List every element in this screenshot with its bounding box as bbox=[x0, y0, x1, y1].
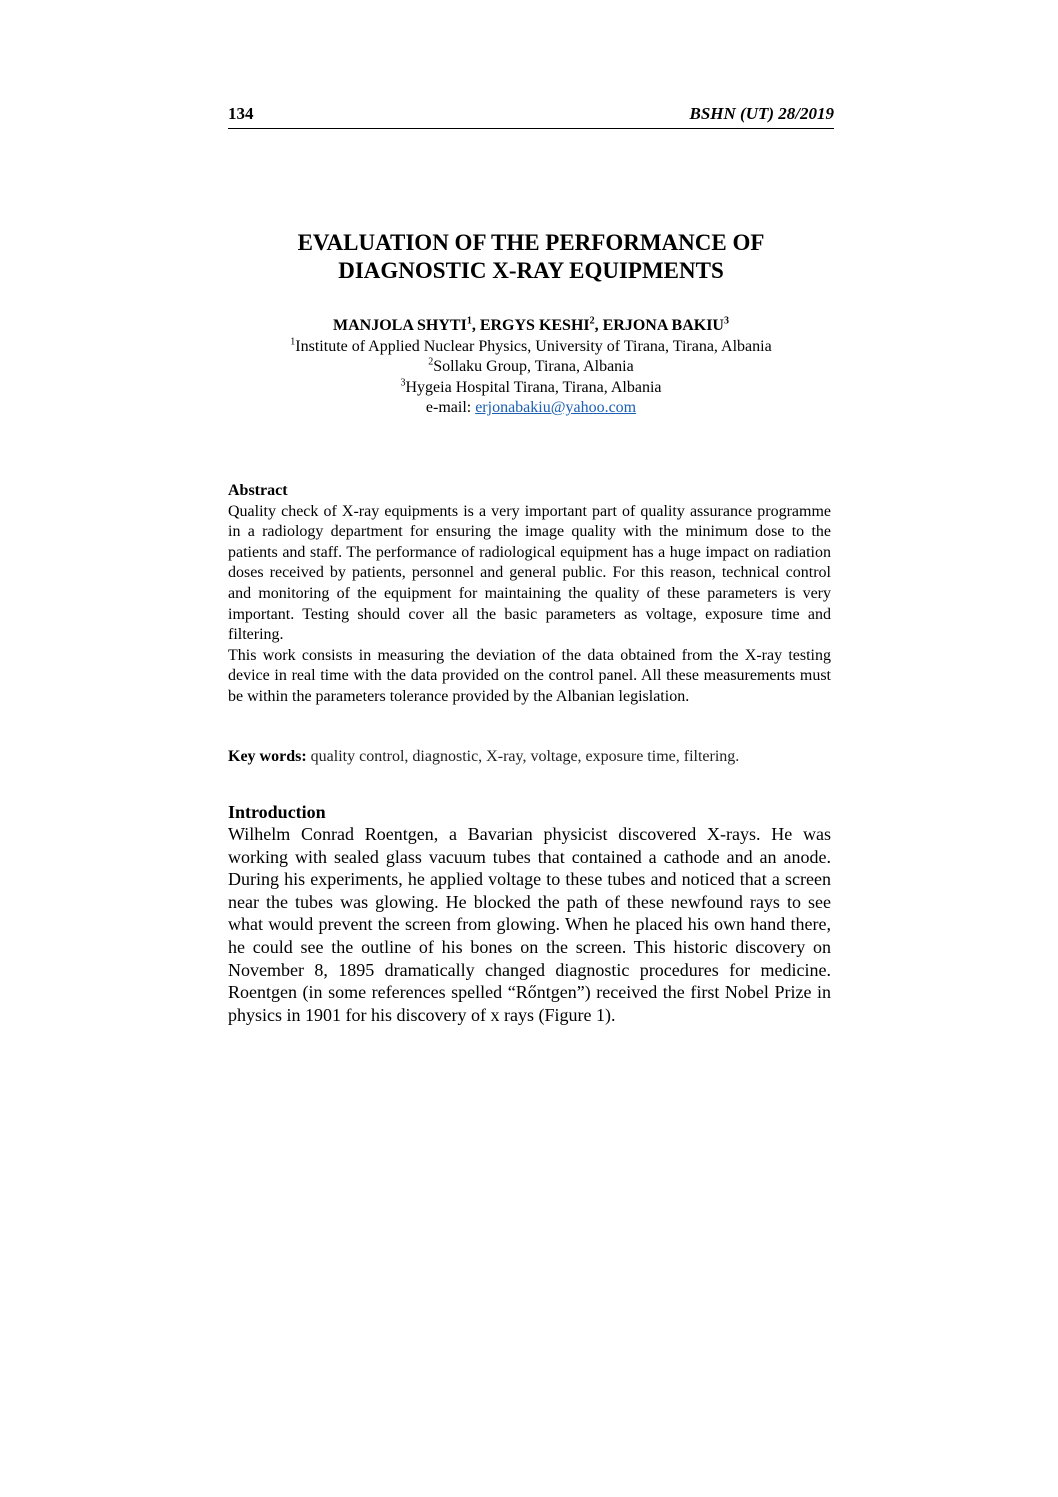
paper-title bbox=[228, 229, 834, 285]
introduction-paragraph: Wilhelm Conrad Roentgen, a Bavarian physicist discovered X-rays. He was working with sealed glass vacuum tubes that contained a cathode and an anode. During his experiments, he applied voltage to these tubes and noticed that a screen near the tubes was glowing. He blocked the path of these newfound rays to see what would prevent the screen from glowing. When he placed his own hand there, he could see the outline of his bones on the screen. This historic discovery on November 8, 1895 dramatically changed diagnostic procedures for medicine. Roentgen (in some references spelled “Rőntgen”) received the first Nobel Prize in physics in 1901 for his discovery of x rays (Figure 1). bbox=[228, 824, 831, 1025]
affiliation-text: Sollaku Group, Tirana, Albania bbox=[433, 358, 634, 375]
introduction-heading: Introduction bbox=[228, 802, 326, 822]
affil-mark: 3 bbox=[400, 377, 406, 389]
journal-citation: BSHN (UT) 28/2019 bbox=[689, 104, 834, 123]
email-line bbox=[228, 398, 834, 419]
abstract-paragraph-1: Quality check of X-ray equipments is a very important part of quality assurance programme in a radiology department for ensuring the image quality with the minimum dose to the patients and staff. The performance of radiological equipment has a huge impact on radiation doses received by patients, personnel and general public. For this reason, technical control and monitoring of the equipment for maintaining the quality of these parameters is very important. Testing should cover all the basic parameters as voltage, exposure time and filtering. bbox=[228, 502, 831, 644]
author-separator: , bbox=[471, 317, 480, 334]
introduction-section bbox=[228, 801, 831, 1026]
abstract-heading: Abstract bbox=[228, 482, 288, 499]
email-label: e-mail: bbox=[425, 399, 476, 416]
keywords-label: Key words: bbox=[228, 748, 307, 765]
affiliation-line bbox=[228, 378, 834, 399]
author-affil-mark: 2 bbox=[589, 315, 595, 327]
title-line-2: DIAGNOSTIC X-RAY EQUIPMENTS bbox=[338, 258, 724, 283]
author-name: ERGYS KESHI bbox=[479, 317, 590, 334]
affiliation-line bbox=[228, 357, 834, 378]
author-block bbox=[228, 316, 834, 419]
author-name: MANJOLA SHYTI bbox=[333, 317, 467, 334]
keywords-line bbox=[228, 747, 834, 767]
author-affil-mark: 1 bbox=[466, 315, 472, 327]
abstract-section bbox=[228, 481, 831, 708]
affil-mark: 1 bbox=[290, 336, 296, 348]
abstract-paragraph-2: This work consists in measuring the deviation of the data obtained from the X-ray testing device in real time with the data provided on the control panel. All these measurements must be within the parameters tolerance provided by the Albanian legislation. bbox=[228, 646, 831, 705]
affiliation-text: Institute of Applied Nuclear Physics, University of Tirana, Tirana, Albania bbox=[295, 337, 772, 355]
author-list bbox=[228, 316, 834, 337]
author-separator: , bbox=[594, 317, 603, 334]
affiliation-line bbox=[228, 337, 834, 358]
author-name: ERJONA BAKIU bbox=[602, 317, 724, 334]
author-affil-mark: 3 bbox=[723, 315, 729, 327]
email-link[interactable]: erjonabakiu@yahoo.com bbox=[475, 399, 637, 416]
keywords-text: quality control, diagnostic, X-ray, voltage, exposure time, filtering. bbox=[306, 748, 740, 765]
affil-mark: 2 bbox=[428, 356, 434, 368]
title-line-1: EVALUATION OF THE PERFORMANCE OF bbox=[297, 230, 765, 255]
running-header bbox=[228, 104, 834, 129]
page-number: 134 bbox=[228, 104, 254, 123]
affiliation-text: Hygeia Hospital Tirana, Tirana, Albania bbox=[405, 378, 662, 396]
